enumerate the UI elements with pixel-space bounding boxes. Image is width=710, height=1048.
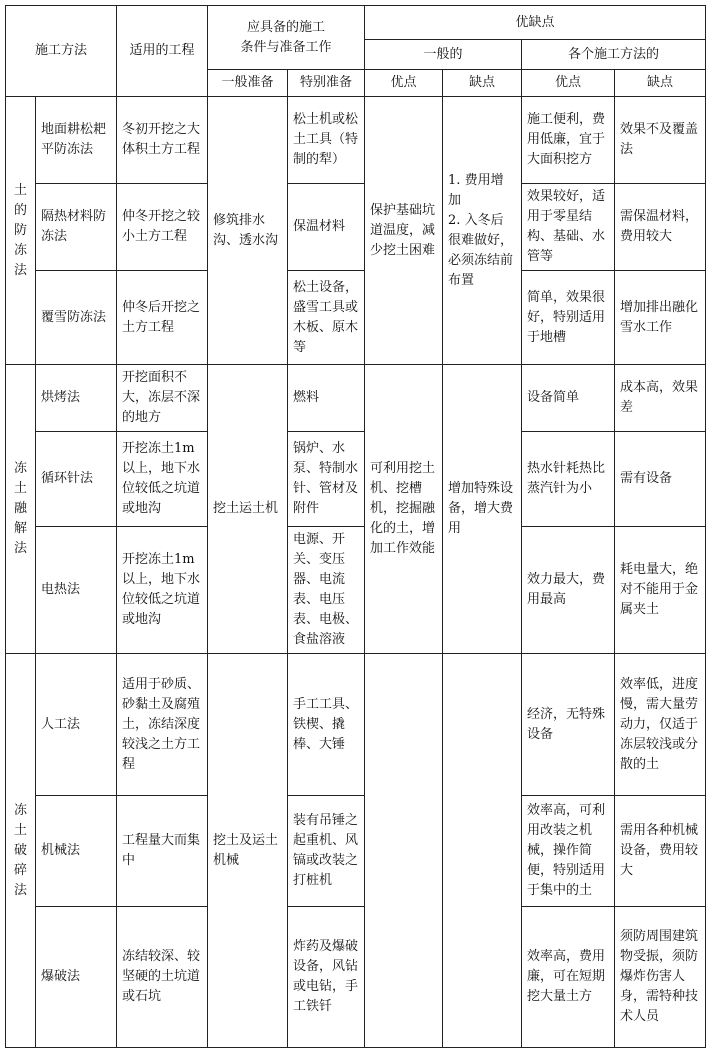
header-engineering: 适用的工程: [117, 6, 208, 97]
special-prep-cell: 松土机或松土工具（特制的犁）: [288, 97, 365, 184]
table-row: [6, 184, 706, 271]
header-special-prep: 特别准备: [288, 70, 365, 97]
method-pro-cell: 效力最大，费用最高: [522, 527, 615, 654]
special-prep-cell: 手工工具、铁楔、撬棒、大锤: [288, 654, 365, 796]
header-general: 一般的: [365, 40, 522, 70]
header-general-con: 缺点: [443, 70, 522, 97]
engineering-cell: 开挖冻土1m以上，地下水位较低之坑道或地沟: [117, 527, 208, 654]
group-label: 冻土破碎法: [6, 654, 36, 1048]
header-general-prep: 一般准备: [208, 70, 288, 97]
general-pro-cell: [365, 654, 443, 1048]
general-prep-cell: 挖土及运土机械: [208, 654, 288, 1048]
method-cell: 覆雪防冻法: [36, 271, 117, 365]
method-pro-cell: 施工便利，费用低廉，宜于大面积挖方: [522, 97, 615, 184]
method-cell: 机械法: [36, 796, 117, 907]
special-prep-cell: 松土设备，盛雪工具或木板、原木等: [288, 271, 365, 365]
table-row: [6, 365, 706, 432]
special-prep-cell: 装有吊锤之起重机、风镐或改装之打桩机: [288, 796, 365, 907]
engineering-cell: 仲冬开挖之较小土方工程: [117, 184, 208, 271]
method-pro-cell: 效率高，可利用改装之机械，操作简便，特别适用于集中的土: [522, 796, 615, 907]
engineering-cell: 工程量大而集中: [117, 796, 208, 907]
method-cell: 电热法: [36, 527, 117, 654]
method-con-cell: 需用各种机械设备，费用较大: [615, 796, 706, 907]
table-row: [6, 654, 706, 796]
table-row: [6, 97, 706, 184]
method-con-cell: 效率低，进度慢，需大量劳动力，仅适于冻层较浅或分散的土: [615, 654, 706, 796]
special-prep-cell: 燃料: [288, 365, 365, 432]
special-prep-cell: 电源、开关、变压器、电流表、电压表、电极、食盐溶液: [288, 527, 365, 654]
general-pro-cell: 可利用挖土机、挖槽机，挖掘融化的土，增加工作效能: [365, 365, 443, 654]
construction-methods-table: [5, 5, 706, 1048]
method-con-cell: 增加排出融化雪水工作: [615, 271, 706, 365]
general-prep-cell: 挖土运土机: [208, 365, 288, 654]
group-label: 土的防冻法: [6, 97, 36, 365]
method-cell: 烘烤法: [36, 365, 117, 432]
method-con-cell: 效果不及覆盖法: [615, 97, 706, 184]
engineering-cell: 开挖冻土1m以上，地下水位较低之坑道或地沟: [117, 432, 208, 527]
method-pro-cell: 简单，效果很好，特别适用于地槽: [522, 271, 615, 365]
method-pro-cell: 设备简单: [522, 365, 615, 432]
engineering-cell: 冻结较深、较坚硬的土坑道或石坑: [117, 907, 208, 1048]
method-pro-cell: 经济，无特殊设备: [522, 654, 615, 796]
method-con-cell: 成本高，效果差: [615, 365, 706, 432]
header-each-method: 各个施工方法的: [522, 40, 706, 70]
header-pros-cons: 优缺点: [365, 6, 706, 40]
method-cell: 爆破法: [36, 907, 117, 1048]
method-pro-cell: 效率高，费用廉，可在短期挖大量土方: [522, 907, 615, 1048]
method-cell: 人工法: [36, 654, 117, 796]
method-pro-cell: 效果较好，适用于零星结构、基础、水管等: [522, 184, 615, 271]
method-con-cell: 需有设备: [615, 432, 706, 527]
method-cell: 循环针法: [36, 432, 117, 527]
header-method-con: 缺点: [615, 70, 706, 97]
table-row: [6, 432, 706, 527]
method-cell: 地面耕松耙平防冻法: [36, 97, 117, 184]
header-method-pro: 优点: [522, 70, 615, 97]
engineering-cell: 适用于砂质、砂黏土及腐殖土，冻结深度较浅之土方工程: [117, 654, 208, 796]
table-row: [6, 796, 706, 907]
header-conditions: 应具备的施工 条件与准备工作: [208, 6, 365, 70]
table-row: [6, 527, 706, 654]
general-con-cell: 增加特殊设备，增大费用: [443, 365, 522, 654]
table-row: [6, 271, 706, 365]
general-con-cell: 1. 费用增加 2. 入冬后很难做好，必须冻结前布置: [443, 97, 522, 365]
method-con-cell: 须防周围建筑物受振，须防爆炸伤害人身，需特种技术人员: [615, 907, 706, 1048]
special-prep-cell: 炸药及爆破设备，风钻或电钻，手工铁钎: [288, 907, 365, 1048]
group-label: 冻土融解法: [6, 365, 36, 654]
engineering-cell: 仲冬后开挖之土方工程: [117, 271, 208, 365]
special-prep-cell: 锅炉、水泵、特制水针、管材及附件: [288, 432, 365, 527]
table-row: [6, 907, 706, 1048]
method-con-cell: 需保温材料，费用较大: [615, 184, 706, 271]
special-prep-cell: 保温材料: [288, 184, 365, 271]
header-method: 施工方法: [6, 6, 117, 97]
header-general-pro: 优点: [365, 70, 443, 97]
general-pro-cell: 保护基础坑道温度，减少挖土困难: [365, 97, 443, 365]
engineering-cell: 开挖面积不大，冻层不深的地方: [117, 365, 208, 432]
general-con-cell: [443, 654, 522, 1048]
method-cell: 隔热材料防冻法: [36, 184, 117, 271]
method-con-cell: 耗电量大，绝对不能用于金属夹土: [615, 527, 706, 654]
method-pro-cell: 热水针耗热比蒸汽针为小: [522, 432, 615, 527]
general-prep-cell: 修筑排水沟、透水沟: [208, 97, 288, 365]
engineering-cell: 冬初开挖之大体积土方工程: [117, 97, 208, 184]
